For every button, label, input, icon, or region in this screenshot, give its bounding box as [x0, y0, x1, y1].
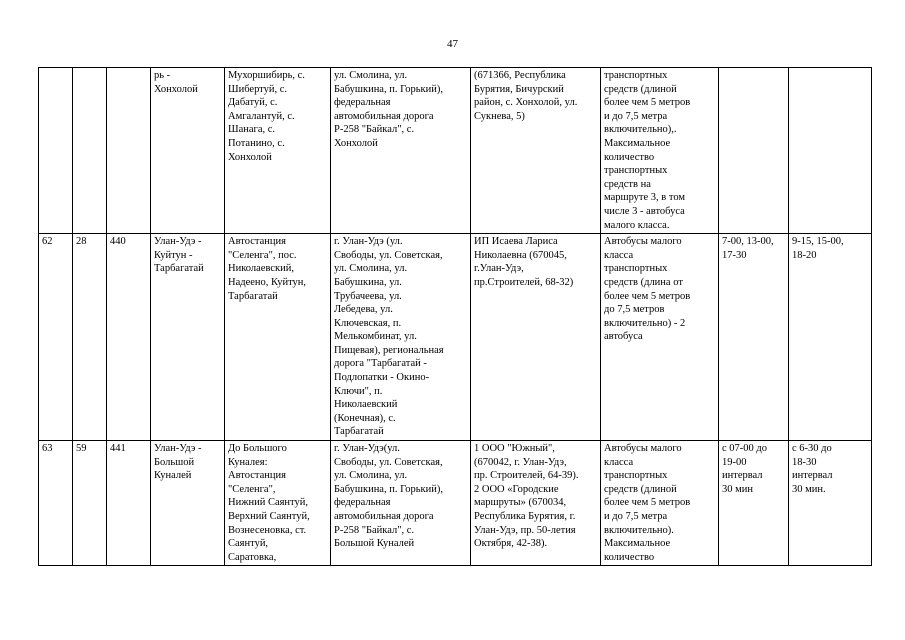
schedule-end-cell: 9-15, 15-00, 18-20: [789, 234, 872, 441]
schedule-start-cell: [719, 68, 789, 234]
registry-number-cell: 59: [73, 441, 107, 566]
streets-cell: ул. Смолина, ул. Бабушкина, п. Горький), федеральная автомобильная дорога Р-258 "Байкал", с. Хонхолой: [331, 68, 471, 234]
carrier-cell: ИП Исаева Лариса Николаевна (670045, г.Улан-Удэ, пр.Строителей, 68-32): [471, 234, 601, 441]
page-number: 47: [447, 38, 458, 50]
row-number-cell: 63: [39, 441, 73, 566]
vehicles-cell: транспортных средств (длиной более чем 5 метров и до 7,5 метра включительно),. Максимальное количество транспортных средств на маршруте 3, в том числе 3 - автобуса малого класса.: [601, 68, 719, 234]
routes-table: [38, 67, 872, 566]
stops-cell: Мухоршибирь, с. Шибертуй, с. Дабатуй, с. Амгалантуй, с. Шанага, с. Потанино, с. Хонхолой: [225, 68, 331, 234]
table-row: [39, 234, 872, 441]
route-name-cell: рь - Хонхолой: [151, 68, 225, 234]
registry-number-cell: 28: [73, 234, 107, 441]
stops-cell: До Большого Куналея: Автостанция "Селенга", Нижний Саянтуй, Верхний Саянтуй, Вознесеновка, ст. Саянтуй, Саратовка,: [225, 441, 331, 566]
route-number-cell: 440: [107, 234, 151, 441]
schedule-end-cell: [789, 68, 872, 234]
streets-cell: г. Улан-Удэ(ул. Свободы, ул. Советская, ул. Смолина, ул. Бабушкина, п. Горький), федеральная автомобильная дорога Р-258 "Байкал", с. Большой Куналей: [331, 441, 471, 566]
route-name-cell: Улан-Удэ - Большой Куналей: [151, 441, 225, 566]
row-number-cell: [39, 68, 73, 234]
schedule-start-cell: с 07-00 до 19-00 интервал 30 мин: [719, 441, 789, 566]
carrier-cell: (671366, Республика Бурятия, Бичурский район, с. Хонхолой, ул. Сукнева, 5): [471, 68, 601, 234]
row-number-cell: 62: [39, 234, 73, 441]
route-name-cell: Улан-Удэ - Куйтун - Тарбагатай: [151, 234, 225, 441]
table-row: [39, 68, 872, 234]
schedule-start-cell: 7-00, 13-00, 17-30: [719, 234, 789, 441]
carrier-cell: 1 ООО "Южный", (670042, г. Улан-Удэ, пр. Строителей, 64-39). 2 ООО «Городские маршруты» (670034, Республика Бурятия, г. Улан-Удэ, пр. 50-летия Октября, 42-38).: [471, 441, 601, 566]
schedule-end-cell: с 6-30 до 18-30 интервал 30 мин.: [789, 441, 872, 566]
stops-cell: Автостанция "Селенга", пос. Николаевский, Надеено, Куйтун, Тарбагатай: [225, 234, 331, 441]
vehicles-cell: Автобусы малого класса транспортных средств (длина от более чем 5 метров до 7,5 метров включительно) - 2 автобуса: [601, 234, 719, 441]
route-number-cell: [107, 68, 151, 234]
streets-cell: г. Улан-Удэ (ул. Свободы, ул. Советская, ул. Смолина, ул. Бабушкина, ул. Трубачеева, ул. Лебедева, ул. Ключевская, п. Мелькомбинат, ул. Пищевая), региональная дорога "Тарбагатай - Подлопатки - Окино- Ключи", п. Николаевский (Конечная), с. Тарбагатай: [331, 234, 471, 441]
registry-number-cell: [73, 68, 107, 234]
route-number-cell: 441: [107, 441, 151, 566]
vehicles-cell: Автобусы малого класса транспортных средств (длиной более чем 5 метров и до 7,5 метра включительно). Максимальное количество: [601, 441, 719, 566]
table-row: [39, 441, 872, 566]
